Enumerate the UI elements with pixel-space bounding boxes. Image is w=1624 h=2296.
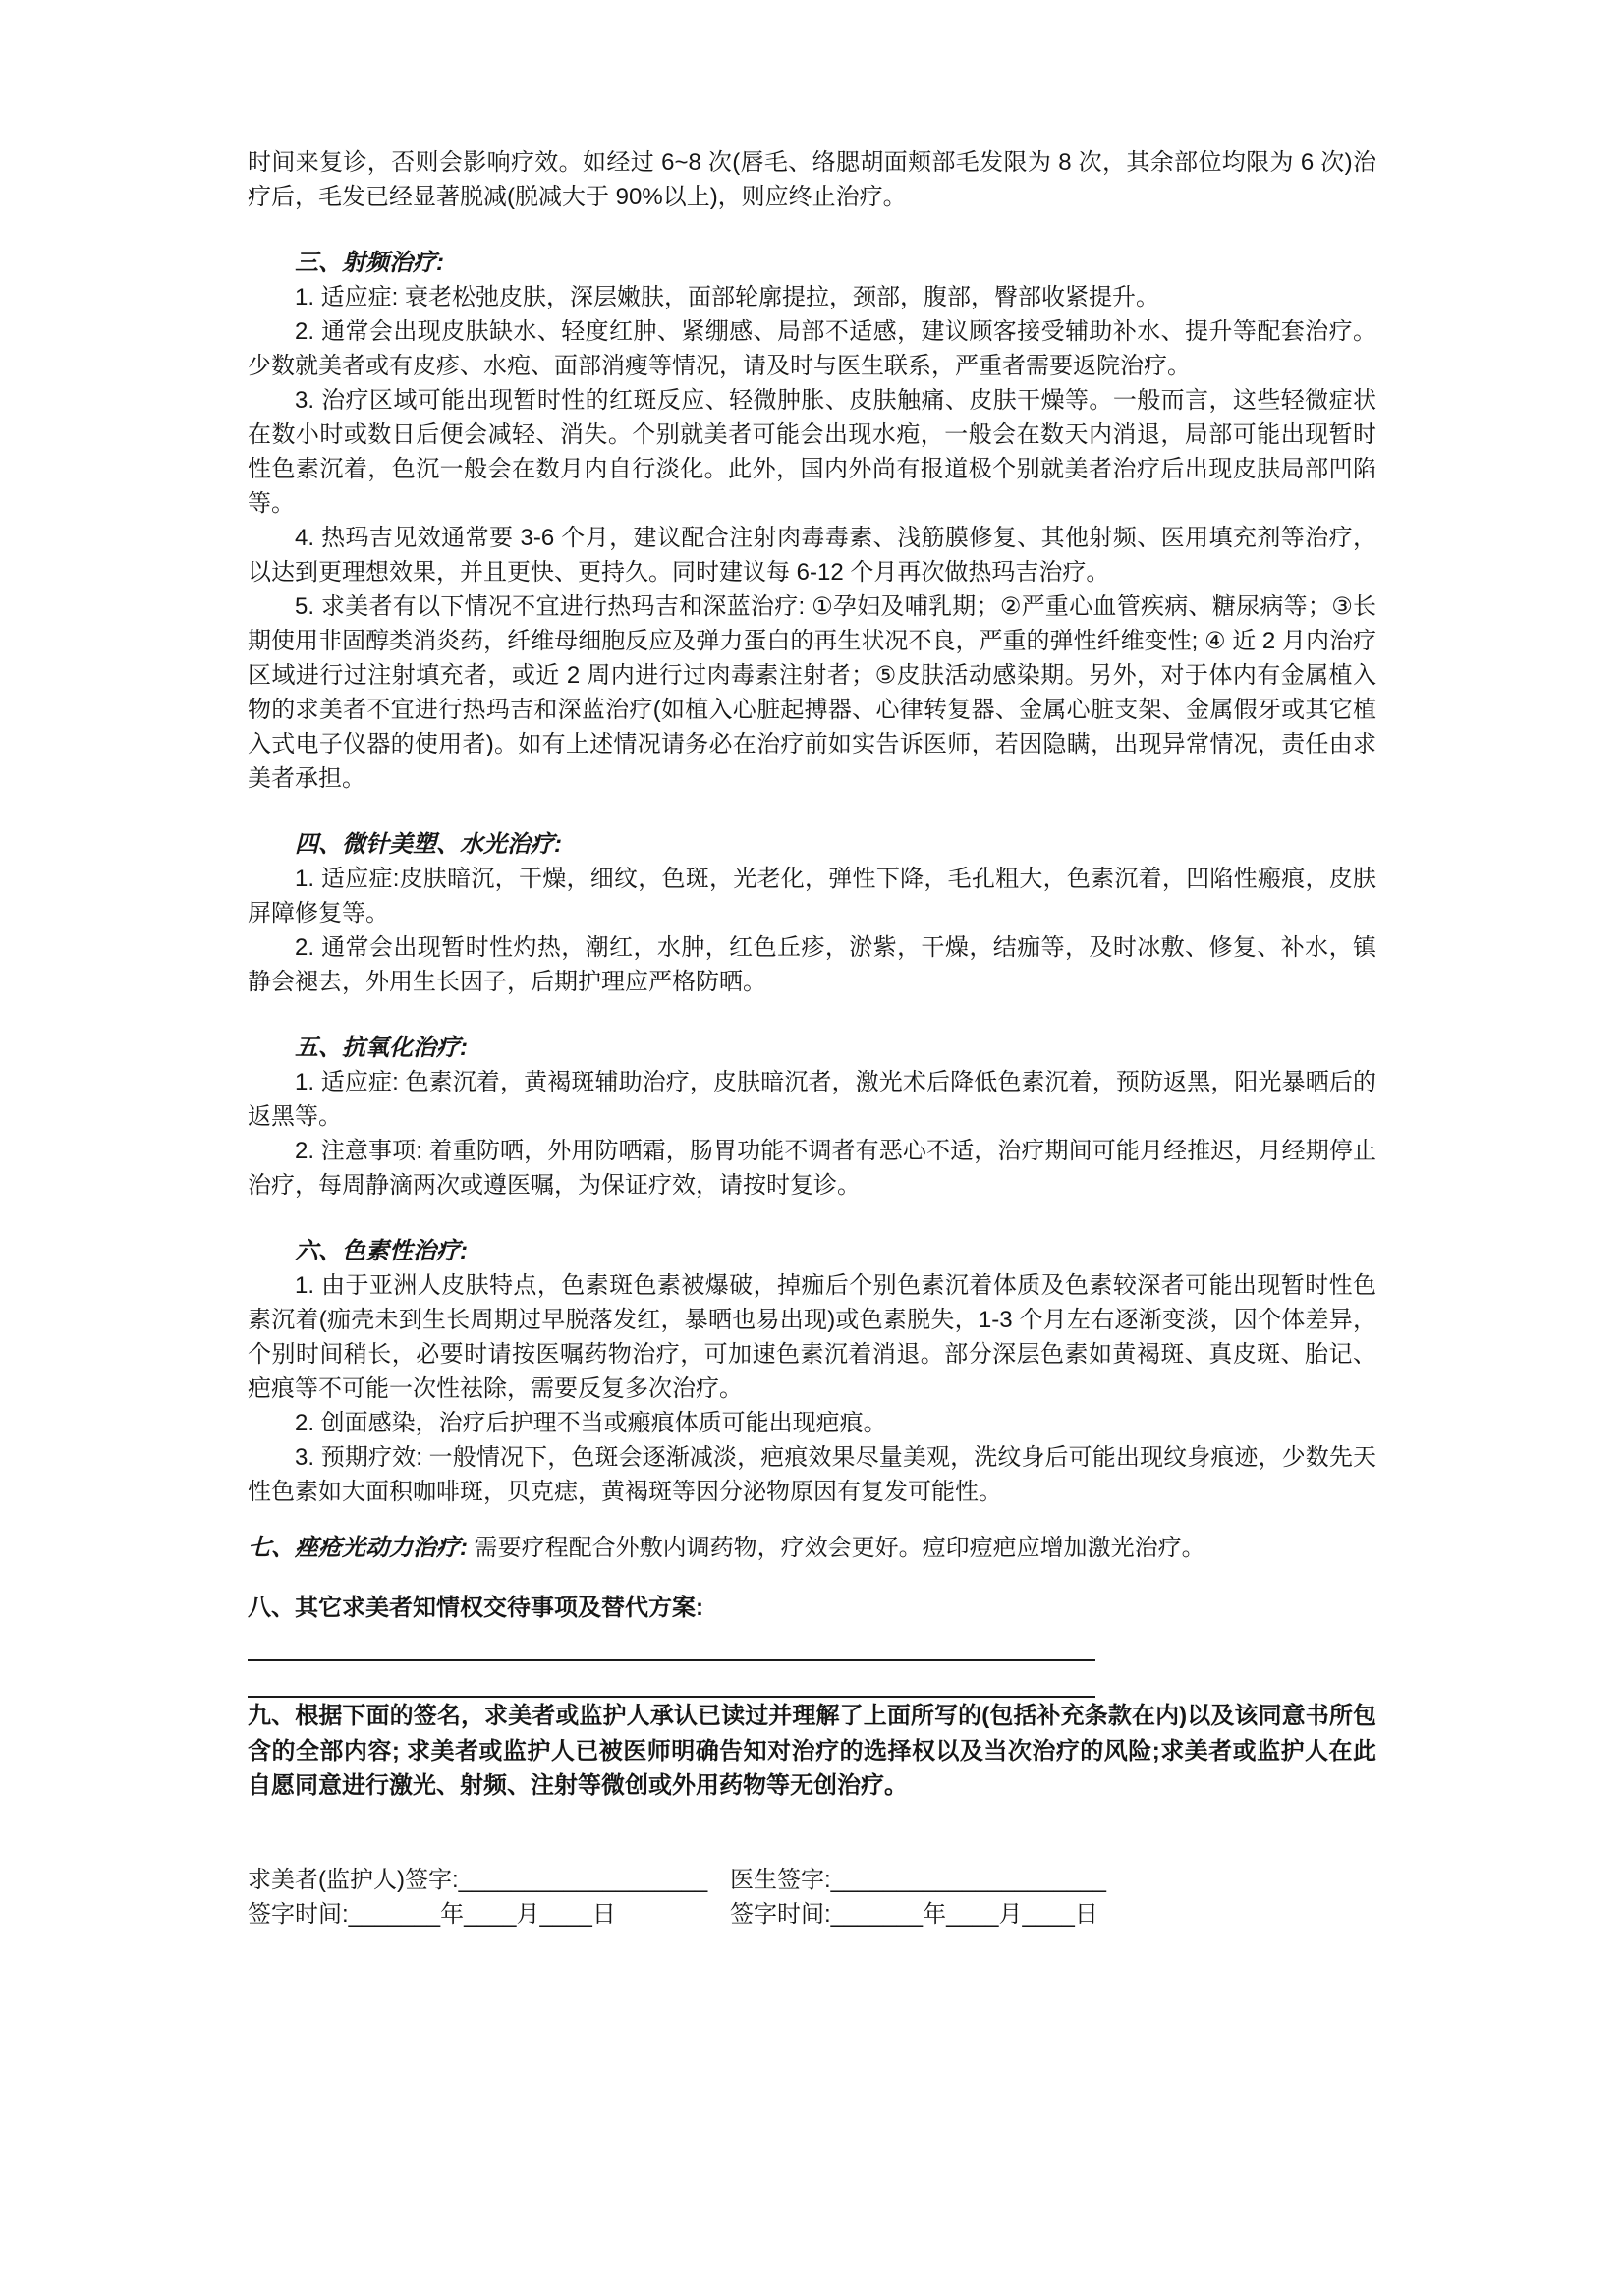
doctor-date-label: 签字时间: [730,1901,831,1928]
document-content [248,145,1376,1932]
doctor-year-label: 年 [923,1901,947,1928]
patient-date-day-blank: ____ [539,1901,592,1928]
doctor-date-cell [730,1897,1376,1932]
patient-date-label: 签字时间: [248,1901,349,1928]
doctor-signature-cell [730,1863,1376,1898]
signature-date-row [248,1897,1376,1932]
patient-date-cell [248,1897,730,1932]
blank-fill-line-1 [248,1625,1095,1661]
doctor-signature-label: 医生签字: [730,1866,831,1893]
blank-fill-line-2 [248,1661,1095,1698]
doctor-date-year-blank: _______ [830,1901,924,1928]
section-8-heading: 八、其它求美者知情权交待事项及替代方案: [248,1595,703,1621]
section-3-item-3: 3. 治疗区域可能出现暂时性的红斑反应、轻微肿胀、皮肤触痛、皮肤干燥等。一般而言，这些轻微症状在数小时或数日后便会减轻、消失。个别就美者可能会出现水疱，一般会在数天内消退，局部可能出现暂时性色素沉着，色沉一般会在数月内自行淡化。此外，国内外尚有报道极个别就美者治疗后出现皮肤局部凹陷等。 [248,387,1376,517]
section-4-item-2: 2. 通常会出现暂时性灼热，潮红，水肿，红色丘疹，淤紫，干燥，结痂等，及时冰敷、修复、补水，镇静会褪去，外用生长因子，后期护理应严格防晒。 [248,934,1376,995]
section-4-item-1: 1. 适应症:皮肤暗沉，干燥，细纹，色斑，光老化，弹性下降，毛孔粗大，色素沉着，凹陷性瘢痕，皮肤屏障修复等。 [248,866,1376,926]
signature-row [248,1863,1376,1898]
doctor-day-label: 日 [1074,1901,1098,1928]
section-6-item-1: 1. 由于亚洲人皮肤特点，色素斑色素被爆破，掉痂后个别色素沉着体质及色素较深者可能出现暂时性色素沉着(痂壳未到生长周期过早脱落发红，暴晒也易出现)或色素脱失，1-3 个月左右逐渐变淡，因个体差异，个别时间稍长，必要时请按医嘱药物治疗，可加速色素沉着消退。部分深层色素如黄褐斑、真皮斑、胎记、疤痕等不可能一次性祛除，需要反复多次治疗。 [248,1272,1376,1402]
section-6-heading: 六、色素性治疗: [295,1238,468,1264]
section-9-paragraph: 九、根据下面的签名，求美者或监护人承认已读过并理解了上面所写的(包括补充条款在内)以及该同意书所包含的全部内容; 求美者或监护人已被医师明确告知对治疗的选择权以及当次治疗的风险;求美者或监护人在此自愿同意进行激光、射频、注射等微创或外用药物等无创治疗。 [248,1703,1376,1799]
section-5-item-1: 1. 适应症: 色素沉着，黄褐斑辅助治疗，皮肤暗沉者，激光术后降低色素沉着，预防返黑，阳光暴晒后的返黑等。 [248,1069,1376,1130]
patient-day-label: 日 [591,1901,616,1928]
section-3-item-1: 1. 适应症: 衰老松弛皮肤，深层嫩肤，面部轮廓提拉，颈部，腹部，臀部收紧提升。 [295,284,1160,310]
doctor-date-month-blank: ____ [946,1901,999,1928]
patient-month-label: 月 [516,1901,540,1928]
doctor-date-day-blank: ____ [1022,1901,1075,1928]
section-7-paragraph [248,1531,1376,1565]
section-3-item-2: 2. 通常会出现皮肤缺水、轻度红肿、紧绷感、局部不适感，建议顾客接受辅助补水、提升等配套治疗。少数就美者或有皮疹、水疱、面部消瘦等情况，请及时与医生联系，严重者需要返院治疗。 [248,318,1376,379]
patient-signature-cell [248,1863,730,1898]
section-5-heading: 五、抗氧化治疗: [295,1035,468,1061]
section-7-heading: 七、痤疮光动力治疗: [248,1535,468,1561]
doctor-signature-line: _____________________ [830,1866,1106,1893]
section-5-item-2: 2. 注意事项: 着重防晒，外用防晒霜，肠胃功能不调者有恶心不适，治疗期间可能月经推迟，月经期停止治疗，每周静滴两次或遵医嘱，为保证疗效，请按时复诊。 [248,1138,1376,1199]
signature-block [248,1863,1376,1932]
section-3-item-4: 4. 热玛吉见效通常要 3-6 个月，建议配合注射肉毒毒素、浅筋膜修复、其他射频、医用填充剂等治疗，以达到更理想效果，并且更快、更持久。同时建议每 6-12 个月再次做热玛吉治疗。 [248,525,1376,586]
patient-signature-label: 求美者(监护人)签字: [248,1866,459,1893]
section-3-heading: 三、射频治疗: [295,250,444,276]
section-7-body: 需要疗程配合外敷内调药物，疗效会更好。痘印痘疤应增加激光治疗。 [468,1535,1205,1561]
patient-year-label: 年 [440,1901,465,1928]
section-4-heading: 四、微针美塑、水光治疗: [295,831,562,858]
section-3-item-5: 5. 求美者有以下情况不宜进行热玛吉和深蓝治疗: ①孕妇及哺乳期；②严重心血管疾病、糖尿病等；③长期使用非固醇类消炎药，纤维母细胞反应及弹力蛋白的再生状况不良，严重的弹性纤维变性; ④ 近 2 月内治疗区域进行过注射填充者，或近 2 周内进行过肉毒素注射者；⑤皮肤活动感染期。另外，对于体内有金属植入物的求美者不宜进行热玛吉和深蓝治疗(如植入心脏起搏器、心律转复器、金属心脏支架、金属假牙或其它植入式电子仪器的使用者)。如有上述情况请务必在治疗前如实告诉医师，若因隐瞒，出现异常情况，责任由求美者承担。 [248,593,1376,792]
section-6-item-2: 2. 创面感染，治疗后护理不当或瘢痕体质可能出现疤痕。 [295,1410,887,1436]
intro-paragraph: 时间来复诊，否则会影响疗效。如经过 6~8 次(唇毛、络腮胡面颊部毛发限为 8 次，其余部位均限为 6 次)治疗后，毛发已经显著脱减(脱减大于 90%以上)，则应终止治疗。 [248,149,1376,210]
patient-date-year-blank: _______ [348,1901,441,1928]
patient-signature-line: ___________________ [458,1866,708,1893]
doctor-month-label: 月 [998,1901,1023,1928]
section-6-item-3: 3. 预期疗效: 一般情况下，色斑会逐渐减淡，疤痕效果尽量美观，洗纹身后可能出现纹身痕迹，少数先天性色素如大面积咖啡斑，贝克痣，黄褐斑等因分泌物原因有复发可能性。 [248,1444,1376,1505]
patient-date-month-blank: ____ [464,1901,517,1928]
